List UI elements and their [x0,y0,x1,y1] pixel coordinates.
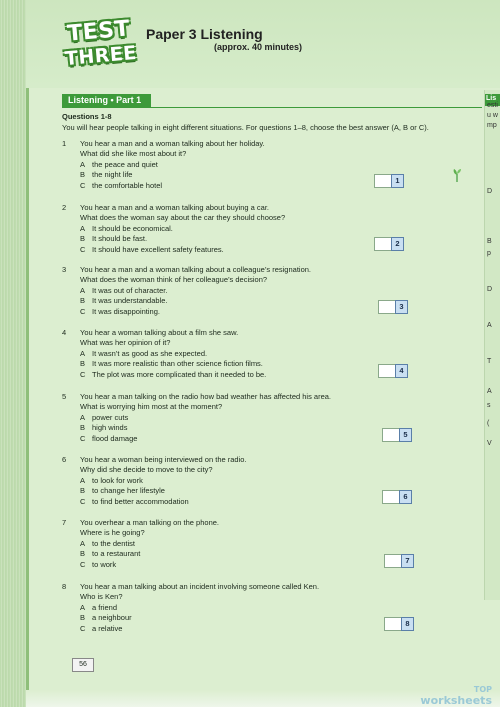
option-text: power cuts [92,412,129,422]
question-prompt: What is worrying him most at the moment? [80,402,223,412]
answer-option[interactable] [80,224,422,234]
question-number: 8 [62,582,67,591]
option-letter: A [80,602,86,612]
page-number: 56 [72,658,94,672]
answer-box-2[interactable] [374,237,404,251]
answer-box-number: 7 [401,554,414,568]
answer-box-7[interactable] [384,554,414,568]
question-prompt: You hear a woman being interviewed on the radio. [80,455,247,464]
facing-page-fragment: esti [487,102,498,109]
option-text: to change her lifestyle [92,486,165,496]
test-three-logo [62,17,138,75]
answer-box-number: 5 [399,428,412,442]
option-letter: B [80,549,86,559]
questions-heading: Questions 1-8 [62,112,112,121]
logo-line-1: TEST [66,16,132,47]
option-letter: A [80,412,86,422]
option-text: It should be economical. [92,223,173,233]
answer-option[interactable] [80,359,422,369]
option-text: the comfortable hotel [92,180,163,190]
answer-option[interactable] [80,413,422,423]
option-letter: A [80,285,86,295]
option-letter: B [80,423,86,433]
answer-option[interactable] [80,245,422,255]
answer-option[interactable] [80,296,422,306]
option-letter: B [80,234,86,244]
facing-page-fragment: A [487,322,492,329]
option-text: It should have excellent safety features. [92,244,224,254]
answer-option[interactable] [80,423,422,433]
option-letter: B [80,359,86,369]
option-text: the night life [92,170,133,180]
question-prompt: What does the woman say about the car they should choose? [80,213,286,223]
answer-option[interactable] [80,286,422,296]
option-text: a relative [92,623,123,633]
option-text: to work [92,559,117,569]
question-6 [62,455,422,507]
option-letter: A [80,475,86,485]
question-number: 1 [62,139,67,148]
option-letter: A [80,348,86,358]
facing-page-fragment: u w [487,112,498,119]
option-text: It wasn’t as good as she expected. [92,348,208,358]
option-text: It was understandable. [92,296,168,306]
option-text: It was more realistic than other science fiction films. [92,359,263,369]
answer-box-number: 2 [391,237,404,251]
option-letter: C [80,559,86,569]
answer-option[interactable] [80,476,422,486]
answer-option[interactable] [80,539,422,549]
facing-page-tab-label: Lis [486,95,497,102]
answer-option[interactable] [80,160,422,170]
facing-page-fragment: V [487,440,492,447]
question-body [80,328,422,380]
facing-page-strip [484,90,500,600]
question-7 [62,518,422,570]
facing-page-fragment: p [487,250,491,257]
option-letter: C [80,244,86,254]
answer-box-8[interactable] [384,617,414,631]
question-prompt: You hear a man and a woman talking about a colleague’s resignation. [80,265,311,274]
section-rule [62,107,482,108]
option-letter: B [80,486,86,496]
question-4 [62,328,422,380]
option-text: It was out of character. [92,285,168,295]
question-number: 4 [62,328,67,337]
facing-page-fragment: mp [487,122,497,129]
answer-box-number: 8 [401,617,414,631]
answer-box-number: 1 [391,174,404,188]
question-number: 7 [62,518,67,527]
question-prompt: You hear a man and a woman talking about her holiday. [80,139,265,148]
question-3 [62,265,422,317]
option-text: to a restaurant [92,549,141,559]
facing-page-fragment: A [487,388,492,395]
option-text: to find better accommodation [92,496,189,506]
instructions: You will hear people talking in eight different situations. For questions 1–8, choose the best answer (A, B or C). [62,123,429,132]
option-letter: B [80,170,86,180]
question-2 [62,203,422,255]
answer-option[interactable] [80,603,422,613]
answer-option[interactable] [80,497,422,507]
question-body [80,518,422,570]
answer-option[interactable] [80,560,422,570]
question-body [80,139,422,191]
option-text: to look for work [92,475,143,485]
facing-page-fragment: D [487,286,493,293]
answer-option[interactable] [80,434,422,444]
paper-duration: (approx. 40 minutes) [214,42,303,52]
answer-option[interactable] [80,486,422,496]
option-text: a friend [92,602,118,612]
question-prompt: What was her opinion of it? [80,338,171,348]
answer-option[interactable] [80,613,422,623]
answer-box-1[interactable] [374,174,404,188]
question-number: 3 [62,265,67,274]
facing-page-fragment: T [487,358,492,365]
option-letter: A [80,159,86,169]
answer-option[interactable] [80,170,422,180]
option-letter: C [80,369,86,379]
answer-box-6[interactable] [382,490,412,504]
option-letter: C [80,433,86,443]
question-prompt: You hear a man talking about an incident involving someone called Ken. [80,582,320,591]
facing-page-fragment: B [487,238,492,245]
option-letter: A [80,538,86,548]
answer-option[interactable] [80,624,422,634]
option-text: flood damage [92,433,138,443]
question-body [80,582,422,634]
answer-option[interactable] [80,234,422,244]
question-number: 5 [62,392,67,401]
watermark-line-1: TOP [473,685,492,694]
question-prompt: Where is he going? [80,528,145,538]
watermark [420,684,492,706]
logo-line-2: THREE [64,41,138,71]
option-text: the peace and quiet [92,159,158,169]
option-text: high winds [92,423,128,433]
option-letter: B [80,296,86,306]
answer-box-4[interactable] [378,364,408,378]
question-number: 2 [62,203,67,212]
option-letter: C [80,623,86,633]
facing-page-fragment: ( [487,420,490,427]
question-prompt: You hear a man and a woman talking about buying a car. [80,203,270,212]
question-8 [62,582,422,634]
answer-option[interactable] [80,549,422,559]
question-body [80,203,422,255]
option-text: to the dentist [92,538,135,548]
option-letter: C [80,180,86,190]
option-text: It was disappointing. [92,306,160,316]
paper-title: Paper 3 Listening [146,26,263,42]
option-letter: B [80,613,86,623]
answer-option[interactable] [80,349,422,359]
option-letter: C [80,306,86,316]
watermark-line-2: worksheets [420,694,492,707]
option-text: a neighbour [92,613,132,623]
option-text: It should be fast. [92,234,148,244]
answer-box-number: 4 [395,364,408,378]
answer-option[interactable] [80,307,422,317]
answer-box-3[interactable] [378,300,408,314]
answer-box-number: 6 [399,490,412,504]
answer-box-number: 3 [395,300,408,314]
option-letter: A [80,223,86,233]
book-page-edges [0,0,26,707]
question-prompt: You overhear a man talking on the phone. [80,518,219,527]
question-body [80,455,422,507]
sprout-icon [452,168,462,182]
option-letter: C [80,496,86,506]
question-body [80,265,422,317]
answer-option[interactable] [80,181,422,191]
question-prompt: Why did she decide to move to the city? [80,465,213,475]
question-prompt: What does the woman think of her colleague’s decision? [80,275,268,285]
question-5 [62,392,422,444]
question-prompt: What did she like most about it? [80,149,187,159]
question-1 [62,139,422,191]
question-prompt: You hear a man talking on the radio how bad weather has affected his area. [80,392,332,401]
option-text: The plot was more complicated than it needed to be. [92,369,267,379]
question-body [80,392,422,444]
section-tag: Listening • Part 1 [62,94,151,107]
question-prompt: Who is Ken? [80,592,123,602]
answer-box-5[interactable] [382,428,412,442]
question-number: 6 [62,455,67,464]
question-prompt: You hear a woman talking about a film she saw. [80,328,239,337]
facing-page-fragment: D [487,188,493,195]
answer-option[interactable] [80,370,422,380]
facing-page-fragment: s [487,402,491,409]
